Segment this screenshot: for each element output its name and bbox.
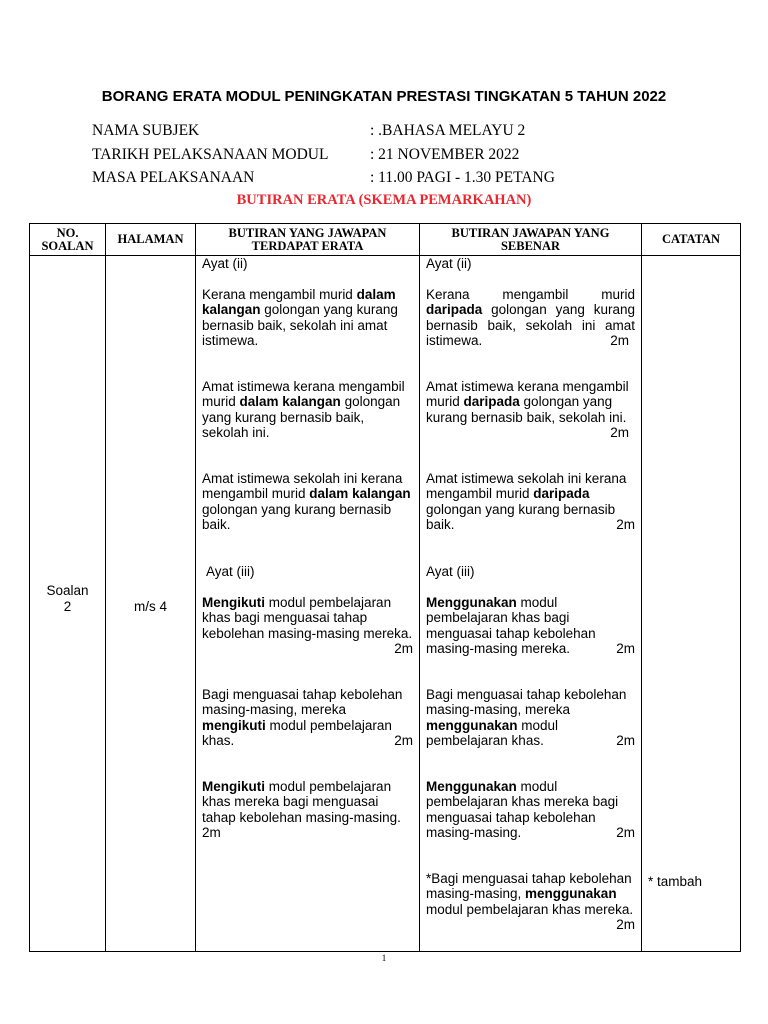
sebenar-answer-2: Amat istimewa kerana mengambil murid daripada golongan yang kurang bernasib baik, sekolah ini. 2m [426,379,629,440]
header-butiran-sebenar: BUTIRAN JAWAPAN YANG SEBENAR [420,224,642,256]
table-header-row [30,224,741,256]
document-title: BORANG ERATA MODUL PENINGKATAN PRESTASI TINGKATAN 5 TAHUN 2022 [101,88,667,105]
meta-label: TARIKH PELAKSANAAN MODUL [92,146,329,163]
header-butiran-erata: BUTIRAN YANG JAWAPAN TERDAPAT ERATA [196,224,420,256]
sebenar-answer-6: Menggunakan modul pembelajaran khas mereka bagi menguasai tahap kebolehan masing-masing. 2m [426,779,635,841]
meta-value: : .BAHASA MELAYU 2 [370,122,526,139]
sebenar-ayat-ii-label: Ayat (ii) [426,256,472,271]
halaman-value: m/s 4 [133,599,167,614]
erata-ayat-ii-label: Ayat (ii) [202,256,248,271]
cell-no-soalan [30,256,106,952]
sebenar-answer-4: Menggunakan modul pembelajaran khas bagi menguasai tahap kebolehan masing-masing mereka. 2m [426,595,635,657]
cell-butiran-erata [196,256,420,952]
header-catatan: CATATAN [642,224,741,256]
sebenar-ayat-iii-label: Ayat (iii) [426,564,475,579]
erata-table [29,223,741,952]
header-no-soalan: NO. SOALAN [30,224,106,256]
page-number: 1 [381,953,387,963]
sebenar-answer-7: *Bagi menguasai tahap kebolehan masing-masing, menggunakan modul pembelajaran khas mereka. 2m [426,871,635,932]
sebenar-answer-3: Amat istimewa sekolah ini kerana mengambil murid daripada golongan yang kurang bernasib baik. 2m [426,471,635,533]
erata-answer-4: Mengikuti modul pembelajaran khas bagi menguasai tahap kebolehan masing-masing mereka. 2m [202,595,413,656]
meta-label: NAMA SUBJEK [92,122,200,139]
cell-catatan [642,256,741,952]
catatan-note: * tambah [648,874,703,889]
sebenar-answer-5: Bagi menguasai tahap kebolehan masing-masing, mereka menggunakan modul pembelajaran khas. 2m [426,687,635,749]
erata-answer-3: Amat istimewa sekolah ini kerana mengambil murid dalam kalangan golongan yang kurang bernasib baik. [202,471,411,533]
header-halaman: HALAMAN [106,224,196,256]
erata-answer-2: Amat istimewa kerana mengambil murid dalam kalangan golongan yang kurang bernasib baik, sekolah ini. [202,379,405,441]
table-row [30,256,741,952]
erata-answer-6: Mengikuti modul pembelajaran khas mereka bagi menguasai tahap kebolehan masing-masing. 2m [202,779,401,841]
meta-value: : 11.00 PAGI - 1.30 PETANG [370,169,555,186]
document-subtitle: BUTIRAN ERATA (SKEMA PEMARKAHAN) [236,192,532,208]
sebenar-answer-1: Kerana mengambil murid daripada golongan yang kurang bernasib baik, sekolah ini amat istimewa. 2m [426,287,635,349]
erata-answer-1: Kerana mengambil murid dalam kalangan golongan yang kurang bernasib baik, sekolah ini amat istimewa. [202,287,398,349]
cell-halaman [106,256,196,952]
cell-butiran-sebenar [420,256,642,952]
erata-ayat-iii-label: Ayat (iii) [206,564,255,579]
erata-answer-5: Bagi menguasai tahap kebolehan masing-masing, mereka mengikuti modul pembelajaran khas. 2m [202,687,413,749]
meta-value: : 21 NOVEMBER 2022 [370,146,520,163]
soalan-label: Soalan 2 [46,583,89,614]
meta-label: MASA PELAKSANAAN [92,169,255,186]
